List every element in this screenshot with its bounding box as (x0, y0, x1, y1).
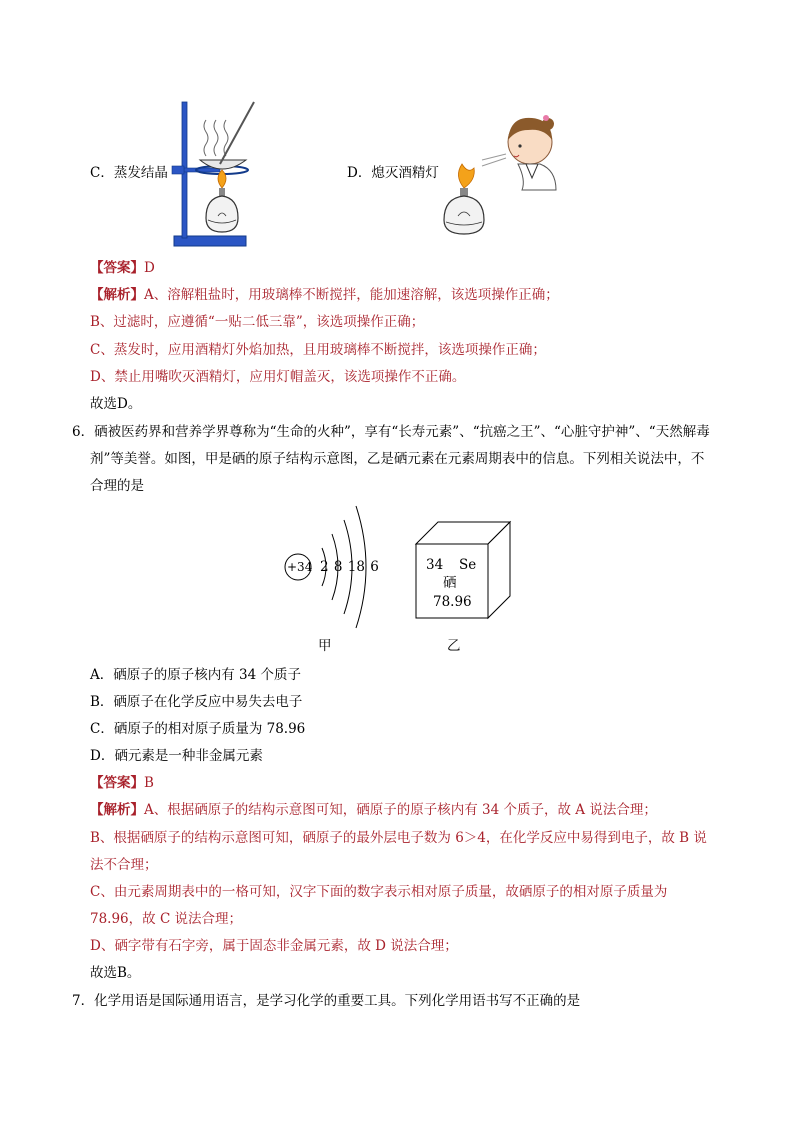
option-d-label: D．熄灭酒精灯 (347, 165, 439, 181)
nucleus-charge: +34 (287, 560, 313, 574)
element-name: 硒 (443, 575, 457, 591)
q6-option-c: C．硒原子的相对原子质量为 78.96 (90, 721, 306, 737)
q5-analysis-line: C、蒸发时，应用酒精灯外焰加热，且用玻璃棒不断搅拌，该选项操作正确； (90, 342, 546, 358)
q6-analysis-line: C、由元素周期表中的一格可知，汉字下面的数字表示相对原子质量，故硒原子的相对原子质量为 (90, 884, 668, 900)
q5-answer (90, 258, 155, 278)
q6-option-d: D．硒元素是一种非金属元素 (90, 748, 263, 764)
q6-stem-line: 剂”等美誉。如图，甲是硒的原子结构示意图，乙是硒元素在元素周期表中的信息。下列相关说法中，不 (90, 451, 705, 467)
analysis-label: 【解析】 (90, 287, 144, 303)
blow-out-lamp-image (440, 106, 560, 240)
answer-label: 【答案】 (90, 775, 144, 791)
analysis-text: A、溶解粗盐时，用玻璃棒不断搅拌，能加速溶解，该选项操作正确； (144, 287, 559, 303)
answer-value: B (144, 775, 154, 791)
q6-analysis-line: D、硒字带有石字旁，属于固态非金属元素，故 D 说法合理； (90, 938, 458, 954)
diagram-jia-caption: 甲 (318, 638, 332, 654)
q6-stem-line: 6．硒被医药界和营养学界尊称为“生命的火种”，享有“长寿元素”、“抗癌之王”、“心脏守护神”、“天然解毒 (72, 424, 710, 440)
atomic-mass: 78.96 (433, 594, 472, 610)
evaporation-apparatus-image (170, 98, 260, 250)
q6-analysis-line: B、根据硒原子的结构示意图可知，硒原子的最外层电子数为 6＞4，在化学反应中易得到电子，故 B 说 (90, 830, 707, 846)
q5-analysis-line: D、禁止用嘴吹灭酒精灯，应用灯帽盖灭，该选项操作不正确。 (90, 369, 466, 385)
diagram-yi-caption: 乙 (447, 638, 461, 654)
q6-analysis-line (90, 800, 657, 820)
electron-shells: 2 8 18 6 (320, 559, 379, 575)
q6-analysis-line: 78.96，故 C 说法合理； (90, 911, 243, 927)
analysis-text: A、根据硒原子的结构示意图可知，硒原子的原子核内有 34 个质子，故 A 说法合理； (144, 802, 657, 818)
option-c-label: C．蒸发结晶 (90, 165, 168, 181)
q5-analysis-line (90, 285, 559, 305)
q7-stem: 7．化学用语是国际通用语言，是学习化学的重要工具。下列化学用语书写不正确的是 (72, 993, 581, 1009)
q6-analysis-line: 法不合理； (90, 857, 158, 873)
q5-conclusion: 故选D。 (90, 396, 142, 412)
q6-conclusion: 故选B。 (90, 965, 141, 981)
q6-option-a: A．硒原子的原子核内有 34 个质子 (90, 667, 302, 683)
q5-analysis-line: B、过滤时，应遵循“一贴二低三靠”，该选项操作正确； (90, 314, 425, 330)
q6-stem-line: 合理的是 (90, 478, 144, 494)
answer-label: 【答案】 (90, 260, 144, 276)
element-symbol: Se (459, 557, 477, 573)
answer-value: D (144, 260, 155, 276)
q6-option-b: B．硒原子在化学反应中易失去电子 (90, 694, 303, 710)
q6-answer (90, 773, 154, 793)
analysis-label: 【解析】 (90, 802, 144, 818)
atomic-number: 34 (426, 557, 444, 573)
